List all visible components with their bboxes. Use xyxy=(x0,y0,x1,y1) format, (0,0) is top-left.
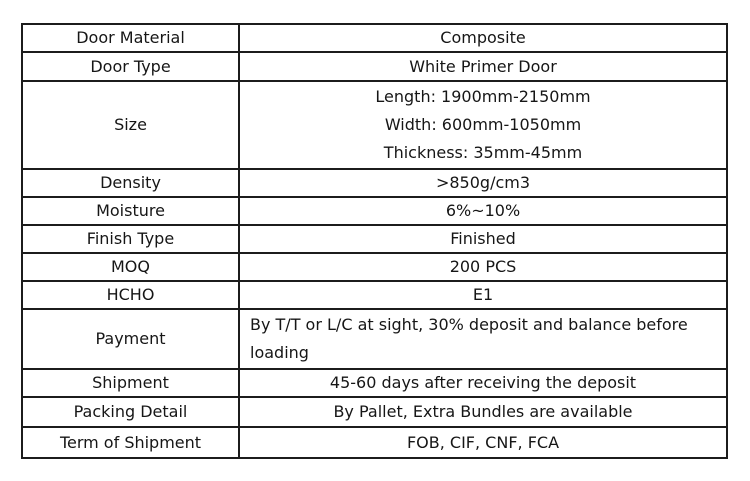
payment-line-1: By T/T or L/C at sight, 30% deposit and balance before xyxy=(250,315,688,334)
table-row-finish-type xyxy=(22,225,727,253)
size-line-length: Length: 1900mm-2150mm xyxy=(375,87,591,106)
spec-label: Density xyxy=(22,169,239,197)
spec-label: MOQ xyxy=(22,253,239,281)
spec-label: Term of Shipment xyxy=(22,427,239,458)
spec-value: FOB, CIF, CNF, FCA xyxy=(239,427,727,458)
spec-value: Composite xyxy=(239,24,727,52)
spec-value: E1 xyxy=(239,281,727,309)
spec-label: Moisture xyxy=(22,197,239,225)
table-row-moisture xyxy=(22,197,727,225)
spec-label: Size xyxy=(22,81,239,169)
spec-label: Finish Type xyxy=(22,225,239,253)
spec-value: 6%~10% xyxy=(239,197,727,225)
table-row-moq xyxy=(22,253,727,281)
spec-value xyxy=(239,81,727,169)
table-row-term-of-shipment xyxy=(22,427,727,458)
spec-value: 200 PCS xyxy=(239,253,727,281)
spec-value: 45-60 days after receiving the deposit xyxy=(239,369,727,397)
table-row-door-type xyxy=(22,52,727,81)
payment-line-2: loading xyxy=(250,343,309,362)
spec-table xyxy=(21,23,728,459)
table-row-door-material xyxy=(22,24,727,52)
spec-label: Door Material xyxy=(22,24,239,52)
spec-label: Packing Detail xyxy=(22,397,239,427)
table-row-payment xyxy=(22,309,727,369)
spec-value: >850g/cm3 xyxy=(239,169,727,197)
table-row-packing-detail xyxy=(22,397,727,427)
spec-value: By Pallet, Extra Bundles are available xyxy=(239,397,727,427)
spec-value: Finished xyxy=(239,225,727,253)
table-row-shipment xyxy=(22,369,727,397)
table-row-size xyxy=(22,81,727,169)
spec-value xyxy=(239,309,727,369)
size-line-width: Width: 600mm-1050mm xyxy=(384,115,582,134)
spec-value: White Primer Door xyxy=(239,52,727,81)
size-line-thickness: Thickness: 35mm-45mm xyxy=(383,143,583,162)
spec-label: Payment xyxy=(22,309,239,369)
spec-label: Shipment xyxy=(22,369,239,397)
spec-label: Door Type xyxy=(22,52,239,81)
spec-label: HCHO xyxy=(22,281,239,309)
table-row-hcho xyxy=(22,281,727,309)
table-row-density xyxy=(22,169,727,197)
